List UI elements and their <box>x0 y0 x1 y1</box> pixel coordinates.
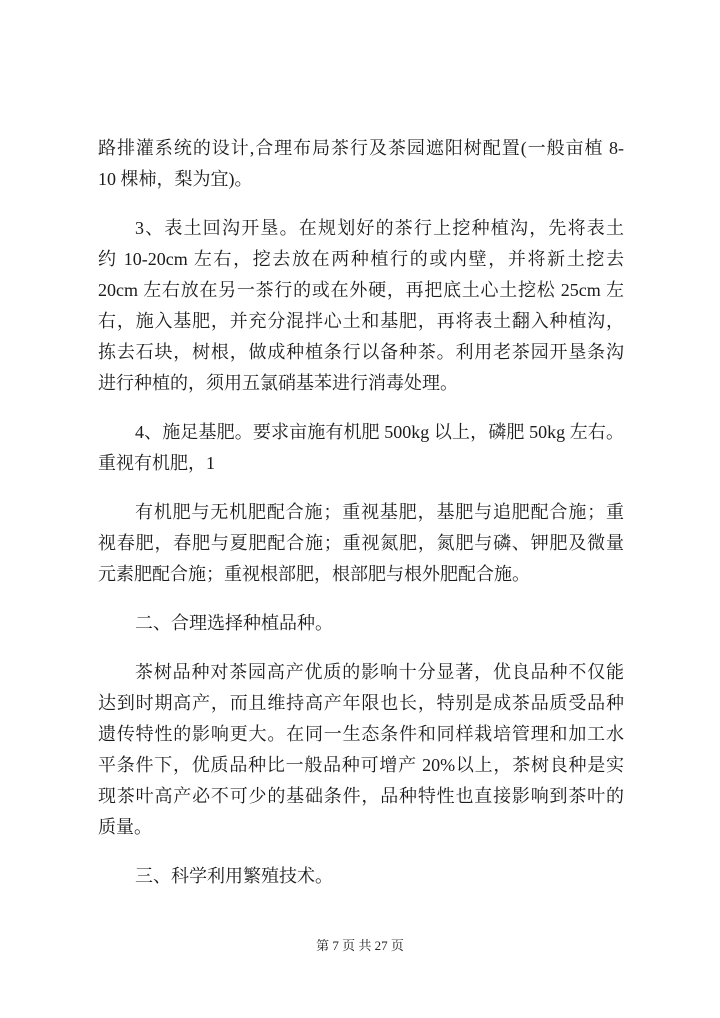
text-line: 进行种植的，须用五氯硝基苯进行消毒处理。 <box>98 373 458 393</box>
text-line: 质量。 <box>98 817 152 837</box>
text-line: 拣去石块，树根，做成种植条行以备种茶。利用老茶园开垦条沟 <box>98 342 624 362</box>
text-line: 茶树品种对茶园高产优质的影响十分显著，优良品种不仅能 <box>135 662 624 682</box>
text-line: 3、表土回沟开垦。在规划好的茶行上挖种植沟，先将表土 <box>135 218 624 238</box>
section-heading-text: 三、科学利用繁殖技术。 <box>135 866 333 886</box>
text-line: 平条件下，优质品种比一般品种可增产 20%以上，茶树良种是实 <box>98 755 624 775</box>
section-heading-text: 二、合理选择种植品种。 <box>135 613 333 633</box>
text-line: 视春肥，春肥与夏肥配合施；重视氮肥，氮肥与磷、钾肥及微量 <box>98 533 624 553</box>
text-line: 10 棵柿，梨为宜)。 <box>98 169 253 189</box>
text-line: 右，施入基肥，并充分混拌心土和基肥，再将表土翻入种植沟， <box>98 311 624 331</box>
text-line: 4、施足基肥。要求亩施有机肥 500kg 以上，磷肥 50kg 左右。 <box>135 422 624 442</box>
text-line: 有机肥与无机肥配合施；重视基肥，基肥与追肥配合施；重 <box>135 502 624 522</box>
text-line: 重视有机肥，1 <box>98 453 215 473</box>
text-line: 路排灌系统的设计,合理布局茶行及茶园遮阳树配置(一般亩植 8- <box>98 138 624 158</box>
text-line: 元素肥配合施；重视根部肥，根部肥与根外肥配合施。 <box>98 564 530 584</box>
text-line: 现茶叶高产必不可少的基础条件，品种特性也直接影响到茶叶的 <box>98 786 624 806</box>
text-line: 20cm 左右放在另一茶行的或在外硬，再把底土心土挖松 25cm 左 <box>98 280 624 300</box>
text-line: 遗传特性的影响更大。在同一生态条件和同样栽培管理和加工水 <box>98 724 624 744</box>
text-line: 达到时期高产，而且维持高产年限也长，特别是成茶品质受品种 <box>98 693 624 713</box>
page-footer: 第 7 页 共 27 页 <box>316 938 404 953</box>
text-line: 约 10-20cm 左右，挖去放在两种植行的或内壁，并将新土挖去 <box>98 249 624 269</box>
